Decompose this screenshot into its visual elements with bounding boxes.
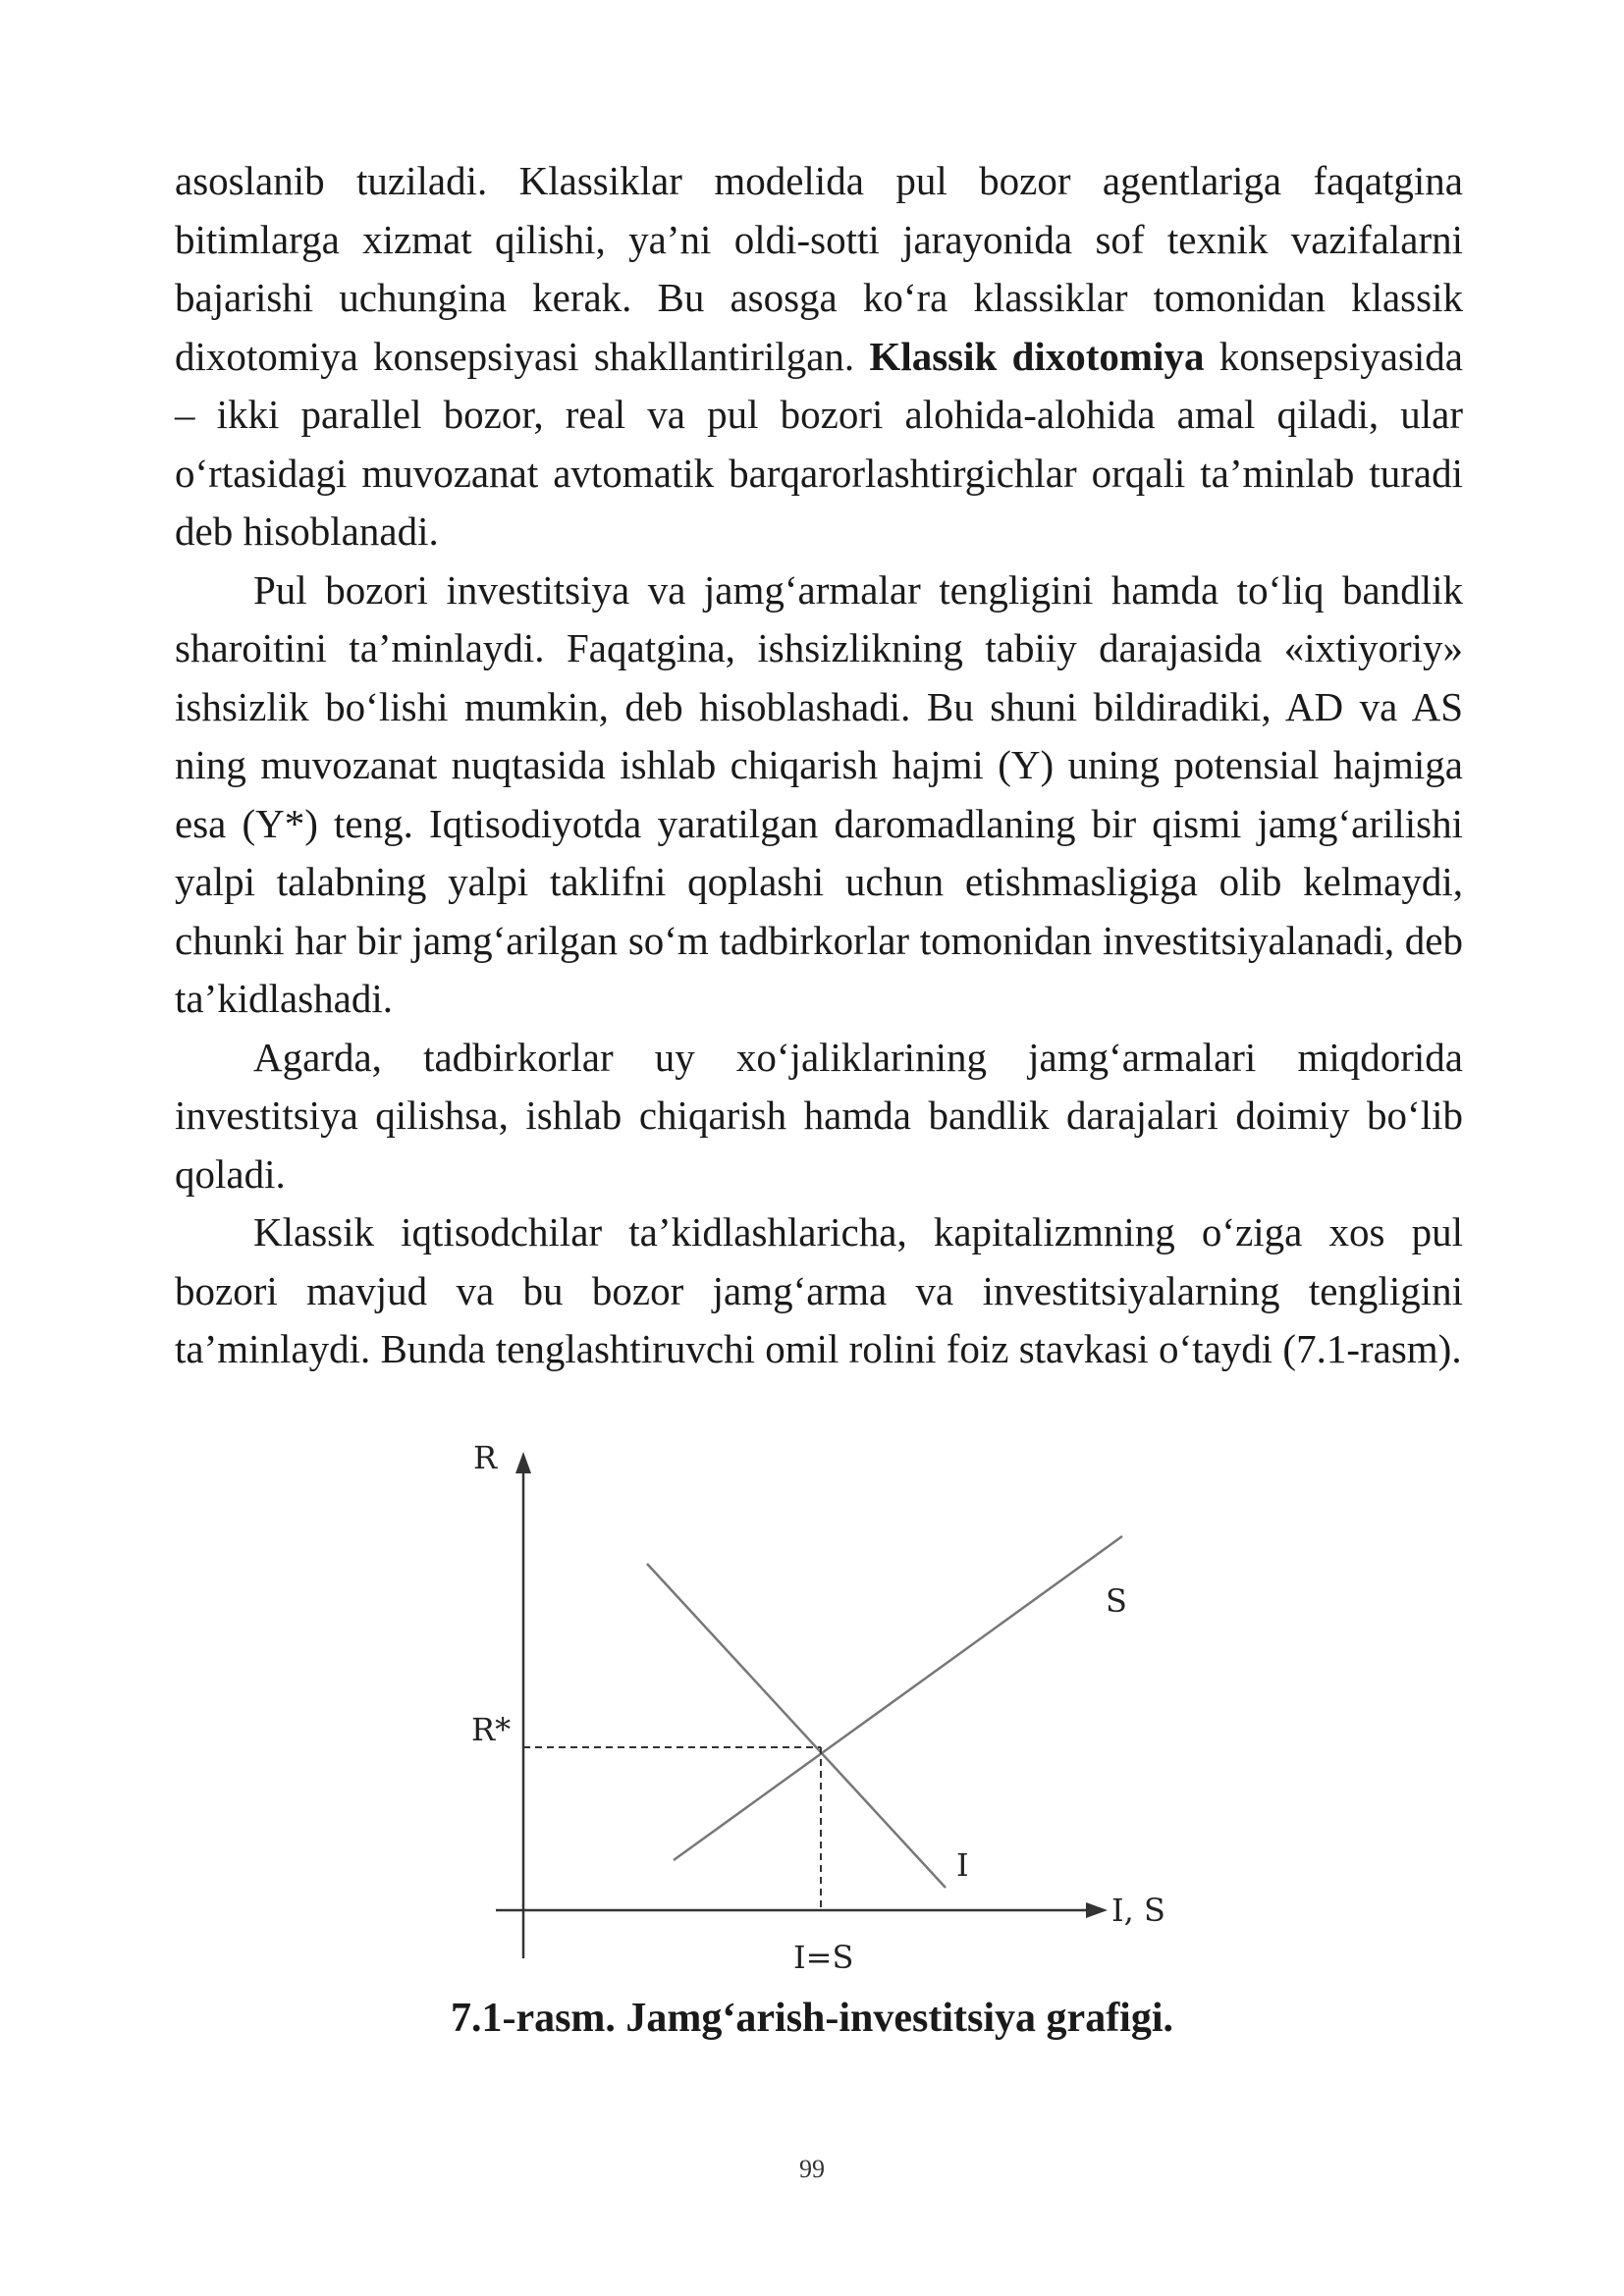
paragraph-text: konsepsiyasida – ikki parallel bozor, real va pul bozori alohida-alohida amal qiladi, ular o‘rtasidagi muvozanat avtomatik barqarorlashtirgichlar orqali ta’minlab turadi deb hisoblanadi. <box>175 333 1463 554</box>
investment-curve-label: I <box>956 1846 969 1884</box>
savings-investment-graph <box>452 1438 1188 1983</box>
paragraph <box>175 1203 1463 1379</box>
paragraph-text: Agarda, tadbirkorlar uy xo‘jaliklarining jamg‘armalari miqdorida investitsiya qilishsa, ishlab chiqarish hamda bandlik darajalari doimiy bo‘lib qoladi. <box>175 1034 1463 1197</box>
paragraph-text: Pul bozori investitsiya va jamg‘armalar tengligini hamda to‘liq bandlik sharoitini ta’minlaydi. Faqatgina, ishsizlikning tabiiy darajasida «ixtiyoriy» ishsizlik bo‘lishi mumkin, deb hisoblashadi. Bu shuni bildiradiki, AD va AS ning muvozanat nuqtasida ishlab chiqarish hajmi (Y) uning potensial hajmiga esa (Y*) teng. Iqtisodiyotda yaratilgan daromadlaning bir qismi jamg‘arilishi yalpi talabning yalpi taklifni qoplashi uchun etishmasligiga olib kelmaydi, chunki har bir jamg‘arilgan so‘m tadbirkorlar tomonidan investitsiyalanadi, deb ta’kidlashadi. <box>175 566 1463 1021</box>
paragraph-text: asoslanib tuziladi. Klassiklar modelida pul bozor agentlariga faqatgina bitimlarga xizmat qilishi, ya’ni oldi-sotti jarayonida sof texnik vazifalarni bajarishi uchungina kerak. Bu asosga ko‘ra klassiklar tomonidan klassik dixotomiya konsepsiyasi shakllantirilgan. <box>175 158 1463 379</box>
savings-investment-figure <box>452 1438 1188 1983</box>
bold-term: Klassik dixotomiya <box>869 333 1205 379</box>
y-axis-arrowhead <box>515 1452 531 1473</box>
savings-curve-label: S <box>1106 1582 1127 1620</box>
paragraph <box>175 1029 1463 1204</box>
x-axis-arrowhead <box>1086 1902 1108 1918</box>
page-number: 99 <box>799 2155 825 2183</box>
paragraph <box>175 561 1463 1029</box>
figure-caption: 7.1-rasm. Jamg‘arish-investitsiya grafigi. <box>450 1996 1174 2041</box>
equilibrium-rate-label: R* <box>471 1711 512 1748</box>
savings-curve <box>674 1536 1122 1860</box>
y-axis-label: R <box>473 1439 498 1476</box>
body-text <box>175 152 1463 1379</box>
paragraph <box>175 152 1463 561</box>
investment-curve <box>647 1564 946 1888</box>
x-axis-label: I, S <box>1111 1892 1165 1929</box>
paragraph-text: Klassik iqtisodchilar ta’kidlashlaricha, kapitalizmning o‘ziga xos pul bozori mavjud va bu bozor jamg‘arma va investitsiyalarning tengligini ta’minlaydi. Bunda tenglashtiruvchi omil rolini foiz stavkasi o‘taydi (7.1-rasm). <box>175 1209 1463 1371</box>
equilibrium-quantity-label: I=S <box>793 1939 854 1976</box>
